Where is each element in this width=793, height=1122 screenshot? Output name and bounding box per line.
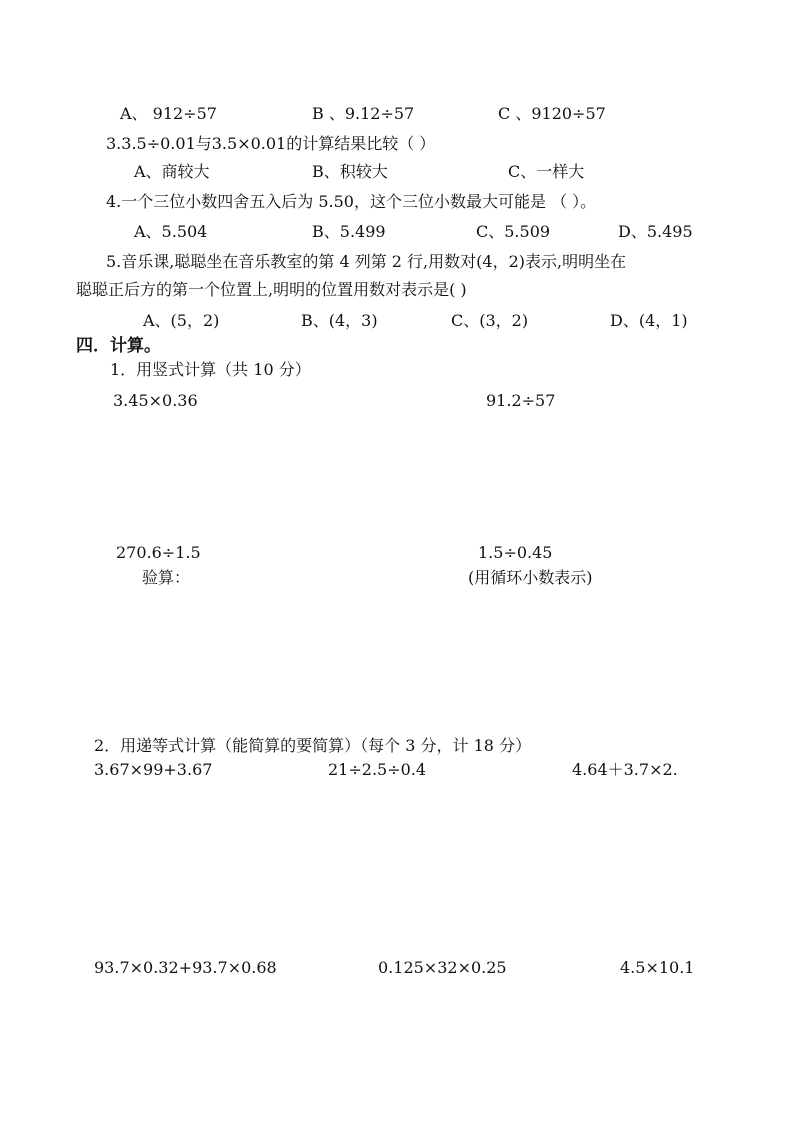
q3-option-a: A、商较大 <box>134 162 210 181</box>
part2-title: 2．用递等式计算（能简算的要简算）（每个 3 分，计 18 分） <box>94 736 532 755</box>
stepwise-problem-5: 0.125×32×0.25 <box>378 958 507 977</box>
q3-option-c: C、一样大 <box>508 162 585 181</box>
q3-option-b: B、积较大 <box>312 162 388 181</box>
q3-stem: 3.3.5÷0.01与3.5×0.01的计算结果比较（ ） <box>106 134 436 153</box>
vertical-calc-problem-4: 1.5÷0.45 <box>478 543 553 562</box>
q5-stem-line1: 5.音乐课,聪聪坐在音乐教室的第 4 列第 2 行,用数对(4，2)表示,明明坐在 <box>106 252 627 271</box>
q2-option-b: B 、9.12÷57 <box>312 104 415 123</box>
stepwise-problem-4: 93.7×0.32+93.7×0.68 <box>94 958 277 977</box>
vertical-calc-problem-2: 91.2÷57 <box>486 391 556 410</box>
q4-option-a: A、5.504 <box>134 222 208 241</box>
check-note: 验算： <box>142 568 191 587</box>
q5-stem-line2: 聪聪正后方的第一个位置上,明明的位置用数对表示是( ) <box>76 280 467 299</box>
q4-option-b: B、5.499 <box>312 222 386 241</box>
q4-option-c: C、5.509 <box>476 222 551 241</box>
stepwise-problem-3: 4.64＋3.7×2. <box>572 760 678 779</box>
repeating-decimal-note: (用循环小数表示) <box>468 568 593 587</box>
q5-option-c: C、(3，2) <box>451 311 529 330</box>
q4-option-d: D、5.495 <box>618 222 693 241</box>
q5-option-a: A、(5，2) <box>143 311 220 330</box>
part1-title: 1．用竖式计算（共 10 分） <box>110 360 311 379</box>
stepwise-problem-2: 21÷2.5÷0.4 <box>328 760 427 779</box>
q4-stem: 4.一个三位小数四舍五入后为 5.50，这个三位小数最大可能是 （ ）。 <box>106 192 597 211</box>
stepwise-problem-1: 3.67×99+3.67 <box>94 760 213 779</box>
q5-option-b: B、(4，3) <box>301 311 378 330</box>
q5-option-d: D、(4，1) <box>610 311 688 330</box>
q2-option-c: C 、9120÷57 <box>498 104 606 123</box>
vertical-calc-problem-3: 270.6÷1.5 <box>116 543 201 562</box>
vertical-calc-problem-1: 3.45×0.36 <box>113 391 198 410</box>
section4-title: 四．计算。 <box>76 336 161 356</box>
q2-option-a: A、 912÷57 <box>120 104 217 123</box>
stepwise-problem-6: 4.5×10.1 <box>620 958 695 977</box>
